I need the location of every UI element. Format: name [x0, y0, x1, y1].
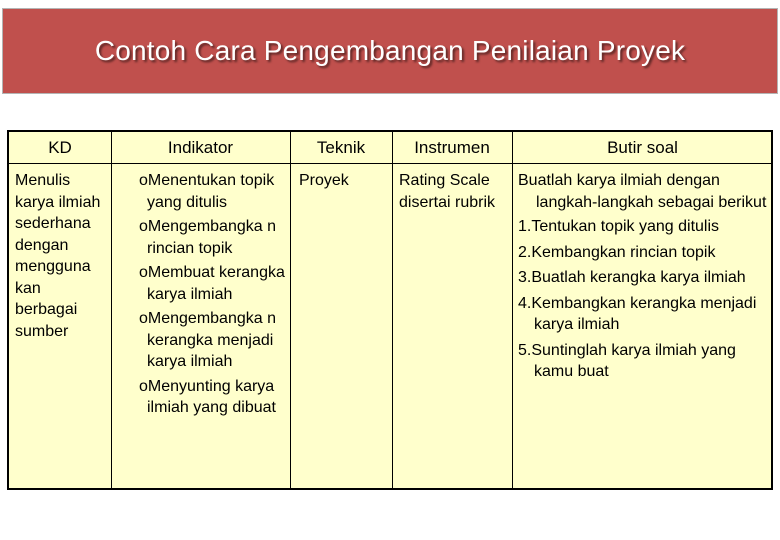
header-indikator: Indikator: [167, 138, 234, 157]
header-instrumen: Instrumen: [414, 138, 490, 157]
header-divider: [9, 163, 771, 164]
indikator-item: oMengembangka n rincian topik: [139, 218, 276, 257]
kd-cell: Menulis karya ilmiah sederhana dengan mengguna kan berbagai sumber: [15, 172, 101, 340]
indikator-item: oMenentukan topik yang ditulis: [139, 172, 275, 211]
column-divider: [290, 132, 291, 488]
butir-soal-step: 4.Kembangkan kerangka menjadi karya ilmiah: [518, 294, 757, 333]
indikator-cell: [139, 170, 289, 422]
instrumen-cell: Rating Scale disertai rubrik: [399, 172, 496, 211]
header-kd: KD: [48, 138, 72, 157]
indikator-item: oMembuat kerangka karya ilmiah: [139, 264, 285, 303]
butir-soal-step: 3.Buatlah kerangka karya ilmiah: [518, 269, 746, 286]
butir-soal-step: 5.Suntinglah karya ilmiah yang kamu buat: [518, 341, 736, 380]
indikator-item: oMenyunting karya ilmiah yang dibuat: [139, 377, 276, 416]
butir-soal-step: 1.Tentukan topik yang ditulis: [518, 218, 720, 235]
column-divider: [111, 132, 112, 488]
column-divider: [512, 132, 513, 488]
title-banner: [2, 8, 778, 94]
butir-soal-intro: Buatlah karya ilmiah dengan langkah-langkah sebagai berikut: [518, 172, 767, 211]
teknik-cell: Proyek: [299, 172, 349, 189]
header-butir-soal: Butir soal: [607, 138, 678, 157]
column-divider: [392, 132, 393, 488]
header-teknik: Teknik: [316, 138, 366, 157]
butir-soal-cell: [518, 170, 770, 387]
indikator-item: oMengembangka n kerangka menjadi karya ilmiah: [139, 310, 276, 370]
assessment-table: [7, 130, 773, 490]
page-title: Contoh Cara Pengembangan Penilaian Proyek: [94, 35, 686, 66]
butir-soal-step: 2.Kembangkan rincian topik: [518, 243, 716, 261]
